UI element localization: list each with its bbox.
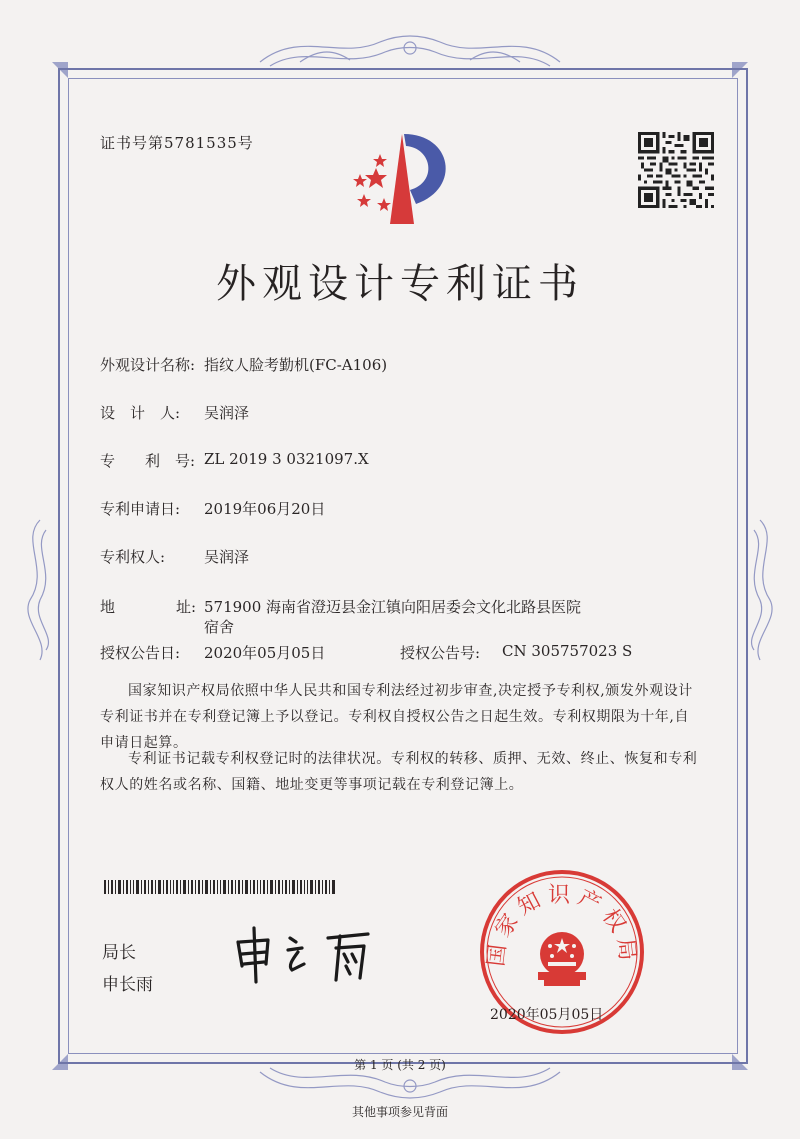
design-name-label: 外观设计名称: — [100, 356, 196, 374]
qr-code — [638, 132, 714, 208]
address-value-line1: 571900 海南省澄迈县金江镇向阳居委会文化北路县医院 — [204, 598, 582, 616]
grant-date-label: 授权公告日: — [100, 644, 181, 662]
patent-office-logo — [340, 128, 464, 228]
signatory-name: 申长雨 — [102, 975, 153, 995]
design-name-value: 指纹人脸考勤机(FC-A106) — [204, 356, 388, 374]
grant-statement-paragraph: 国家知识产权局依照中华人民共和国专利法经过初步审查,决定授予专利权,颁发外观设计专利证书并在专利登记簿上予以登记。专利权自授权公告之日起生效。专利权期限为十年,自申请日起算。 — [100, 683, 693, 751]
designer-label: 设 计 人: — [100, 404, 181, 422]
address-label-left: 地 — [100, 598, 116, 616]
page-indicator: 第 1 页 (共 2 页) — [354, 1058, 446, 1072]
signatory-title: 局长 — [102, 943, 136, 963]
handwritten-signature — [232, 920, 402, 986]
legal-status-paragraph: 专利证书记载专利权登记时的法律状况。专利权的转移、质押、无效、终止、恢复和专利权人的姓名或名称、国籍、地址变更等事项记载在专利登记簿上。 — [100, 751, 698, 793]
address-value-line2: 宿舍 — [204, 618, 235, 636]
svg-text:国家知识产权局: 国家知识产权局 — [483, 883, 641, 968]
certificate-number: 证书号第5781535号 — [100, 134, 254, 152]
patentee-value: 吴润泽 — [204, 548, 250, 566]
patent-number-label: 专 利 号: — [100, 452, 196, 470]
certificate-title: 外观设计专利证书 — [216, 261, 584, 307]
filing-date-label: 专利申请日: — [100, 500, 181, 518]
barcode — [104, 880, 336, 894]
address-label-right: 址: — [176, 598, 197, 616]
grant-date-value: 2020年05月05日 — [204, 644, 326, 662]
patentee-label: 专利权人: — [100, 548, 166, 566]
filing-date-value: 2019年06月20日 — [204, 500, 326, 518]
grant-number-value: CN 305757023 S — [502, 642, 633, 660]
designer-value: 吴润泽 — [204, 404, 250, 422]
seal-date: 2020年05月05日 — [490, 1007, 604, 1023]
patent-number-value: ZL 2019 3 0321097.X — [204, 450, 369, 468]
footer-note: 其他事项参见背面 — [351, 1105, 448, 1119]
grant-number-label: 授权公告号: — [400, 644, 481, 662]
